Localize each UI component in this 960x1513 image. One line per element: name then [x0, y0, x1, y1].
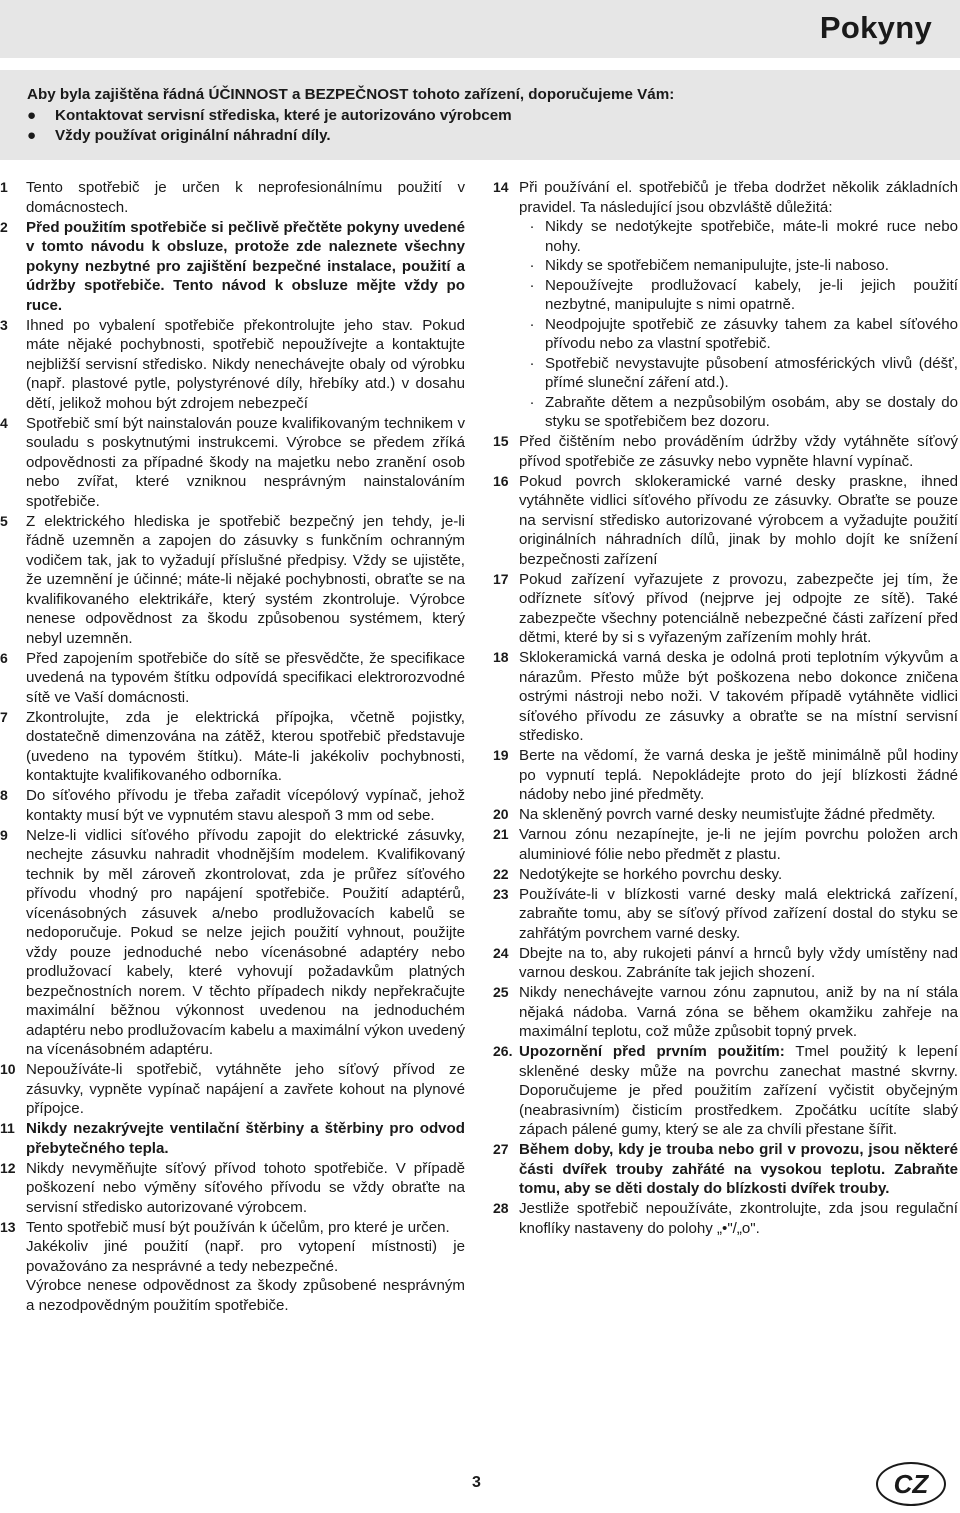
instruction-item [0, 178, 465, 217]
item-text-block [519, 1140, 958, 1199]
sub-bullet-icon: · [529, 218, 535, 235]
item-text: Pokud povrch sklokeramické varné desky praskne, ihned vytáhněte vidlici síťového přívodu ze zásuvky. Obraťte se pouze na servisní středisko autorizované výrobcem a vyžadujte použití originálních náhradních dílů, jinak by mohlo dojít ke snížení bezpečnosti zařízení [519, 472, 958, 568]
intro-box [0, 70, 960, 160]
sub-item-text: Nepoužívejte prodlužovací kabely, je-li jejich použití nezbytné, manipulujte s nimi opatrně. [545, 276, 958, 313]
item-text: Z elektrického hlediska je spotřebič bezpečný jen tehdy, je-li řádně uzemněn a zapojen do zásuvky s funkčním ochranným vodičem tak, jak to vyžadují příslušné předpisy. Vždy se ujistěte, že uzemnění je účinné; máte-li nějaké pochybnosti, obraťte se na kvalifikovaného elektrikáře, který systém zkontroluje. Výrobce nenese odpovědnost za škodu způsobenou systémem, který nebyl uzemněn. [26, 512, 465, 647]
item-text-block [519, 865, 958, 885]
item-text-block [519, 648, 958, 746]
sub-bullet-icon: · [529, 315, 535, 333]
item-number: 28 [493, 1200, 509, 1216]
item-text-block [519, 178, 958, 432]
item-text: Před použitím spotřebiče si pečlivě přečtěte pokyny uvedené v tomto návodu k obsluze, protože zde naleznete všechny pokyny nezbytné pro zajištění bezpečné instalace, použití a údržby spotřebiče. Tento návod k obsluze mějte vždy po ruce. [26, 218, 465, 314]
sub-item [519, 354, 958, 393]
item-number: 7 [0, 708, 8, 725]
item-number: 14 [493, 179, 509, 195]
item-number: 17 [493, 570, 509, 587]
language-badge: CZ [876, 1462, 946, 1506]
right-column [493, 178, 958, 1239]
item-number: 8 [0, 787, 8, 803]
instruction-item [0, 786, 465, 825]
item-text [519, 1042, 958, 1140]
item-number: 12 [0, 1159, 16, 1176]
sub-item-text: Nikdy se nedotýkejte spotřebiče, máte-li mokré ruce nebo nohy. [545, 218, 958, 255]
sub-bullet-icon: · [529, 276, 535, 294]
item-number: 3 [0, 316, 8, 333]
instruction-item [0, 1119, 465, 1158]
item-text: Tento spotřebič musí být používán k účelům, pro které je určen. [26, 1218, 450, 1236]
sub-item [519, 315, 958, 354]
intro-bullets [27, 106, 512, 146]
item-text-block [519, 825, 958, 864]
item-number: 18 [493, 649, 509, 665]
item-text: Do síťového přívodu je třeba zařadit vícepólový vypínač, jehož kontakty musí být ve vypnutém stavu alespoň 3 mm od sebe. [26, 787, 465, 824]
item-text: Nedotýkejte se horkého povrchu desky. [519, 865, 783, 883]
item-text-block [26, 708, 465, 786]
instruction-item [493, 1042, 958, 1140]
sub-item-text: Neodpojujte spotřebič ze zásuvky tahem za kabel síťového přívodu nebo za vlastní spotřebič. [545, 315, 958, 352]
sub-item [519, 393, 958, 432]
instruction-item [493, 648, 958, 746]
item-text: Zkontrolujte, zda je elektrická přípojka, včetně pojistky, dostatečně dimenzována na zátěž, kterou spotřebič představuje (uvedeno na typovém štítku). Máte-li jakékoliv pochybnosti, kontaktujte kvalifikovaného odborníka. [26, 708, 465, 784]
item-text-block [26, 178, 465, 217]
instruction-item [493, 885, 958, 944]
item-text-block [519, 1199, 958, 1238]
sub-item-text: Nikdy se spotřebičem nemanipulujte, jste-li naboso. [545, 257, 889, 274]
item-text-block [26, 786, 465, 825]
instruction-item [493, 944, 958, 983]
intro-bullet: ● Vždy používat originální náhradní díly. [27, 127, 331, 144]
intro-bullet: ● Kontaktovat servisní střediska, které je autorizováno výrobcem [27, 107, 512, 124]
item-number: 11 [0, 1120, 15, 1136]
item-text-block [519, 746, 958, 805]
instruction-item [0, 1060, 465, 1119]
item-number: 9 [0, 826, 8, 843]
item-number: 16 [493, 472, 509, 489]
instruction-item [493, 432, 958, 471]
instruction-item [0, 708, 465, 786]
item-extra-text: Jakékoliv jiné použití (např. pro vytopení místnosti) je považováno za nesprávné a tedy nebezpečné. [26, 1238, 465, 1275]
item-text-block [519, 805, 958, 825]
item-text: Při používání el. spotřebičů je třeba dodržet několik základních pravidel. Ta následující jsou obzvláště důležitá: [519, 179, 958, 216]
item-number: 20 [493, 806, 509, 822]
item-text-block [519, 983, 958, 1042]
item-text: Nelze-li vidlici síťového přívodu zapojit do elektrické zásuvky, nechejte zásuvku nahradit vhodnějším modelem. Kvalifikovaný technik by měl zároveň zkontrolovat, zda je průřez síťového přívodu vhodný pro napájení spotřebiče. Použití adaptérů, vícenásobných zásuvek a/nebo prodlužovacích kabelů se nedoporučuje. Pokud se nelze jejich použití vyhnout, použijte vždy pouze jednoduché nebo vícenásobné adaptéry nebo prodlužovací kabely, které vyhovují požadavkům platných bezpečnostních norem. V těchto případech nikdy nepřekračujte maximální běžnou výkonnost uvedenou na jednoduchém adaptéru nebo prodlužovacím kabelu a maximální výkon uvedený na vícenásobném adaptéru. [26, 826, 465, 1058]
item-number: 23 [493, 885, 509, 902]
title-bar [0, 0, 960, 58]
intro-lead: Aby byla zajištěna řádná ÚČINNOST a BEZPEČNOST tohoto zařízení, doporučujeme Vám: [27, 86, 675, 103]
instruction-item [493, 472, 958, 570]
item-number: 1 [0, 179, 8, 195]
item-text: Nikdy nevyměňujte síťový přívod tohoto spotřebiče. V případě poškození nebo výměny síťového přívodu se vždy obraťte na servisní středisko autorizované výrobcem. [26, 1159, 465, 1216]
item-text: Spotřebič smí být nainstalován pouze kvalifikovaným technikem v souladu s poskytnutými instrukcemi. Výrobce se předem zříká odpovědnosti za případné škody na majetku nebo zranění osob nebo zvířat, které vzniknou nesprávným nainstalováním spotřebiče. [26, 414, 465, 510]
instruction-item [0, 1218, 465, 1316]
item-lead: Upozornění před prvním použitím: [519, 1043, 785, 1060]
sub-item-text: Spotřebič nevystavujte působení atmosférických vlivů (déšť, přímé sluneční záření atd.). [545, 354, 958, 391]
instruction-item [0, 649, 465, 708]
item-text: Berte na vědomí, že varná deska je ještě minimálně půl hodiny po vypnutí teplá. Nepokládejte proto do její blízkosti žádné nádoby nebo jiné předměty. [519, 747, 958, 803]
item-text-block [26, 512, 465, 649]
left-column [0, 178, 465, 1316]
item-text: Nikdy nenechávejte varnou zónu zapnutou, aniž by na ní stála nějaká nádoba. Varná zóna se během okamžiku zahřeje na maximální teplotu, což může způsobit topný prvek. [519, 984, 958, 1040]
instruction-item [0, 414, 465, 512]
item-number: 6 [0, 649, 8, 666]
item-number: 21 [493, 826, 509, 842]
item-text: Používáte-li v blízkosti varné desky malá elektrická zařízení, zabraňte tomu, aby se síťový přívod zařízení dostal do styku se zahřátým povrchem varné desky. [519, 885, 958, 942]
sub-item [519, 256, 958, 276]
item-text: Jestliže spotřebič nepoužíváte, zkontrolujte, zda jsou regulační knoflíky nastaveny do polohy „•"/„o". [519, 1200, 958, 1237]
item-number: 19 [493, 747, 509, 763]
item-text: Na skleněný povrch varné desky neumisťujte žádné předměty. [519, 806, 936, 823]
sub-bullet-icon: · [529, 257, 535, 274]
instruction-item [0, 1159, 465, 1218]
item-text-block [519, 1042, 958, 1140]
item-text: Dbejte na to, aby rukojeti pánví a hrnců byly vždy umístěny nad varnou deskou. Zabráníte tak jejich shození. [519, 944, 958, 981]
sub-bullet-icon: · [529, 354, 535, 372]
instruction-item [493, 983, 958, 1042]
item-text: Sklokeramická varná deska je odolná proti teplotním výkyvům a nárazům. Přesto může být poškozena nebo dokonce zničena ostrými nástroji nebo noži. V takovém případě vytáhněte vidlici síťového přívodu ze zásuvky a obraťte se na místní servisní středisko. [519, 649, 958, 744]
item-number: 26. [493, 1043, 513, 1059]
item-text: Tento spotřebič je určen k neprofesionálnímu použití v domácnostech. [26, 179, 465, 216]
item-text: Nikdy nezakrývejte ventilační štěrbiny a štěrbiny pro odvod přebytečného tepla. [26, 1120, 465, 1157]
item-text-block [26, 1119, 465, 1158]
item-text: Před čištěním nebo prováděním údržby vždy vytáhněte síťový přívod spotřebiče ze zásuvky nebo vypněte hlavní vypínač. [519, 433, 958, 470]
sub-item [519, 276, 958, 315]
instruction-item [0, 218, 465, 316]
item-text-block [26, 218, 465, 316]
item-text-block [26, 1060, 465, 1119]
item-rest: Tmel použitý k lepení skleněné desky může na povrchu zanechat mastné skvrny. Doporučujeme je před použitím zařízení vyčistit obyčejným (neabrasivním) čisticím prostředkem. Zpočátku ucítíte slabý zápach pálené gumy, který se ale za chvíli přestane šířit. [519, 1043, 958, 1138]
instruction-item [493, 1199, 958, 1238]
item-number: 22 [493, 865, 509, 882]
instruction-item [493, 746, 958, 805]
instruction-item [0, 826, 465, 1060]
item-text: Nepoužíváte-li spotřebič, vytáhněte jeho síťový přívod ze zásuvky, vypněte vypínač napájení a zavřete kohout na plynové přípojce. [26, 1061, 465, 1117]
item-text: Během doby, kdy je trouba nebo gril v provozu, jsou některé části dvířek trouby zahřáté na vysokou teplotu. Zabraňte tomu, aby se děti dostaly do blízkosti dvířek trouby. [519, 1141, 958, 1197]
item-text-block [519, 472, 958, 570]
item-text-block [26, 1218, 465, 1316]
page-number: 3 [472, 1474, 481, 1491]
item-text-block [519, 570, 958, 648]
instruction-item [0, 512, 465, 649]
item-number: 25 [493, 984, 509, 1000]
item-text: Varnou zónu nezapínejte, je-li ne jejím povrchu položen arch aluminiové fólie nebo předmět z plastu. [519, 826, 958, 863]
instruction-item [0, 316, 465, 414]
instruction-item [493, 805, 958, 825]
item-number: 24 [493, 944, 509, 961]
item-text-block [26, 316, 465, 414]
item-text: Ihned po vybalení spotřebiče překontrolujte jeho stav. Pokud máte nějaké pochybnosti, spotřebič nepoužívejte a kontaktujte nejbližší servisní středisko. Nikdy nenechávejte obaly od výrobku (např. plastové pytle, polystyrénové díly, hřebíky atd.) v dosahu dětí, jelikož mohou být zdrojem nebezpečí [26, 316, 465, 412]
bullet-icon: ● [27, 107, 37, 124]
item-number: 27 [493, 1141, 509, 1157]
item-text: Před zapojením spotřebiče do sítě se přesvědčte, že specifikace uvedená na typovém štítku odpovídá specifikaci elektrorozvodné sítě ve Vaší domácnosti. [26, 649, 465, 706]
item-text-block [519, 944, 958, 983]
item-text-block [519, 432, 958, 471]
page-title: Pokyny [819, 10, 932, 45]
item-number: 15 [493, 433, 509, 449]
item-number: 2 [0, 218, 8, 235]
item-text-block [519, 885, 958, 944]
item-text-block [26, 1159, 465, 1218]
item-text-block [26, 826, 465, 1060]
instruction-item [493, 865, 958, 885]
item-text-block [26, 414, 465, 512]
bullet-icon: ● [27, 127, 37, 144]
item-number: 13 [0, 1218, 16, 1235]
instruction-item [493, 178, 958, 432]
sub-bullet-icon: · [529, 393, 535, 411]
instruction-item [493, 1140, 958, 1199]
instruction-item [493, 570, 958, 648]
instruction-item [493, 825, 958, 864]
item-text: Pokud zařízení vyřazujete z provozu, zabezpečte jej tím, že odříznete síťový přívod (nejprve jej odpojte ze sítě). Také zabezpečte všechny potenciálně nebezpečné části zařízení před dětmi, které by si s vyřazeným zařízením mohly hrát. [519, 570, 958, 646]
item-number: 4 [0, 414, 8, 431]
sub-item [519, 217, 958, 256]
item-extra-text: Výrobce nenese odpovědnost za škody způsobené nesprávným a nezodpovědným použitím spotřebiče. [26, 1277, 465, 1314]
item-number: 5 [0, 512, 8, 529]
sub-item-text: Zabraňte dětem a nezpůsobilým osobám, aby se dostaly do styku se spotřebičem bez dozoru. [545, 393, 958, 430]
item-number: 10 [0, 1061, 16, 1077]
item-text-block [26, 649, 465, 708]
